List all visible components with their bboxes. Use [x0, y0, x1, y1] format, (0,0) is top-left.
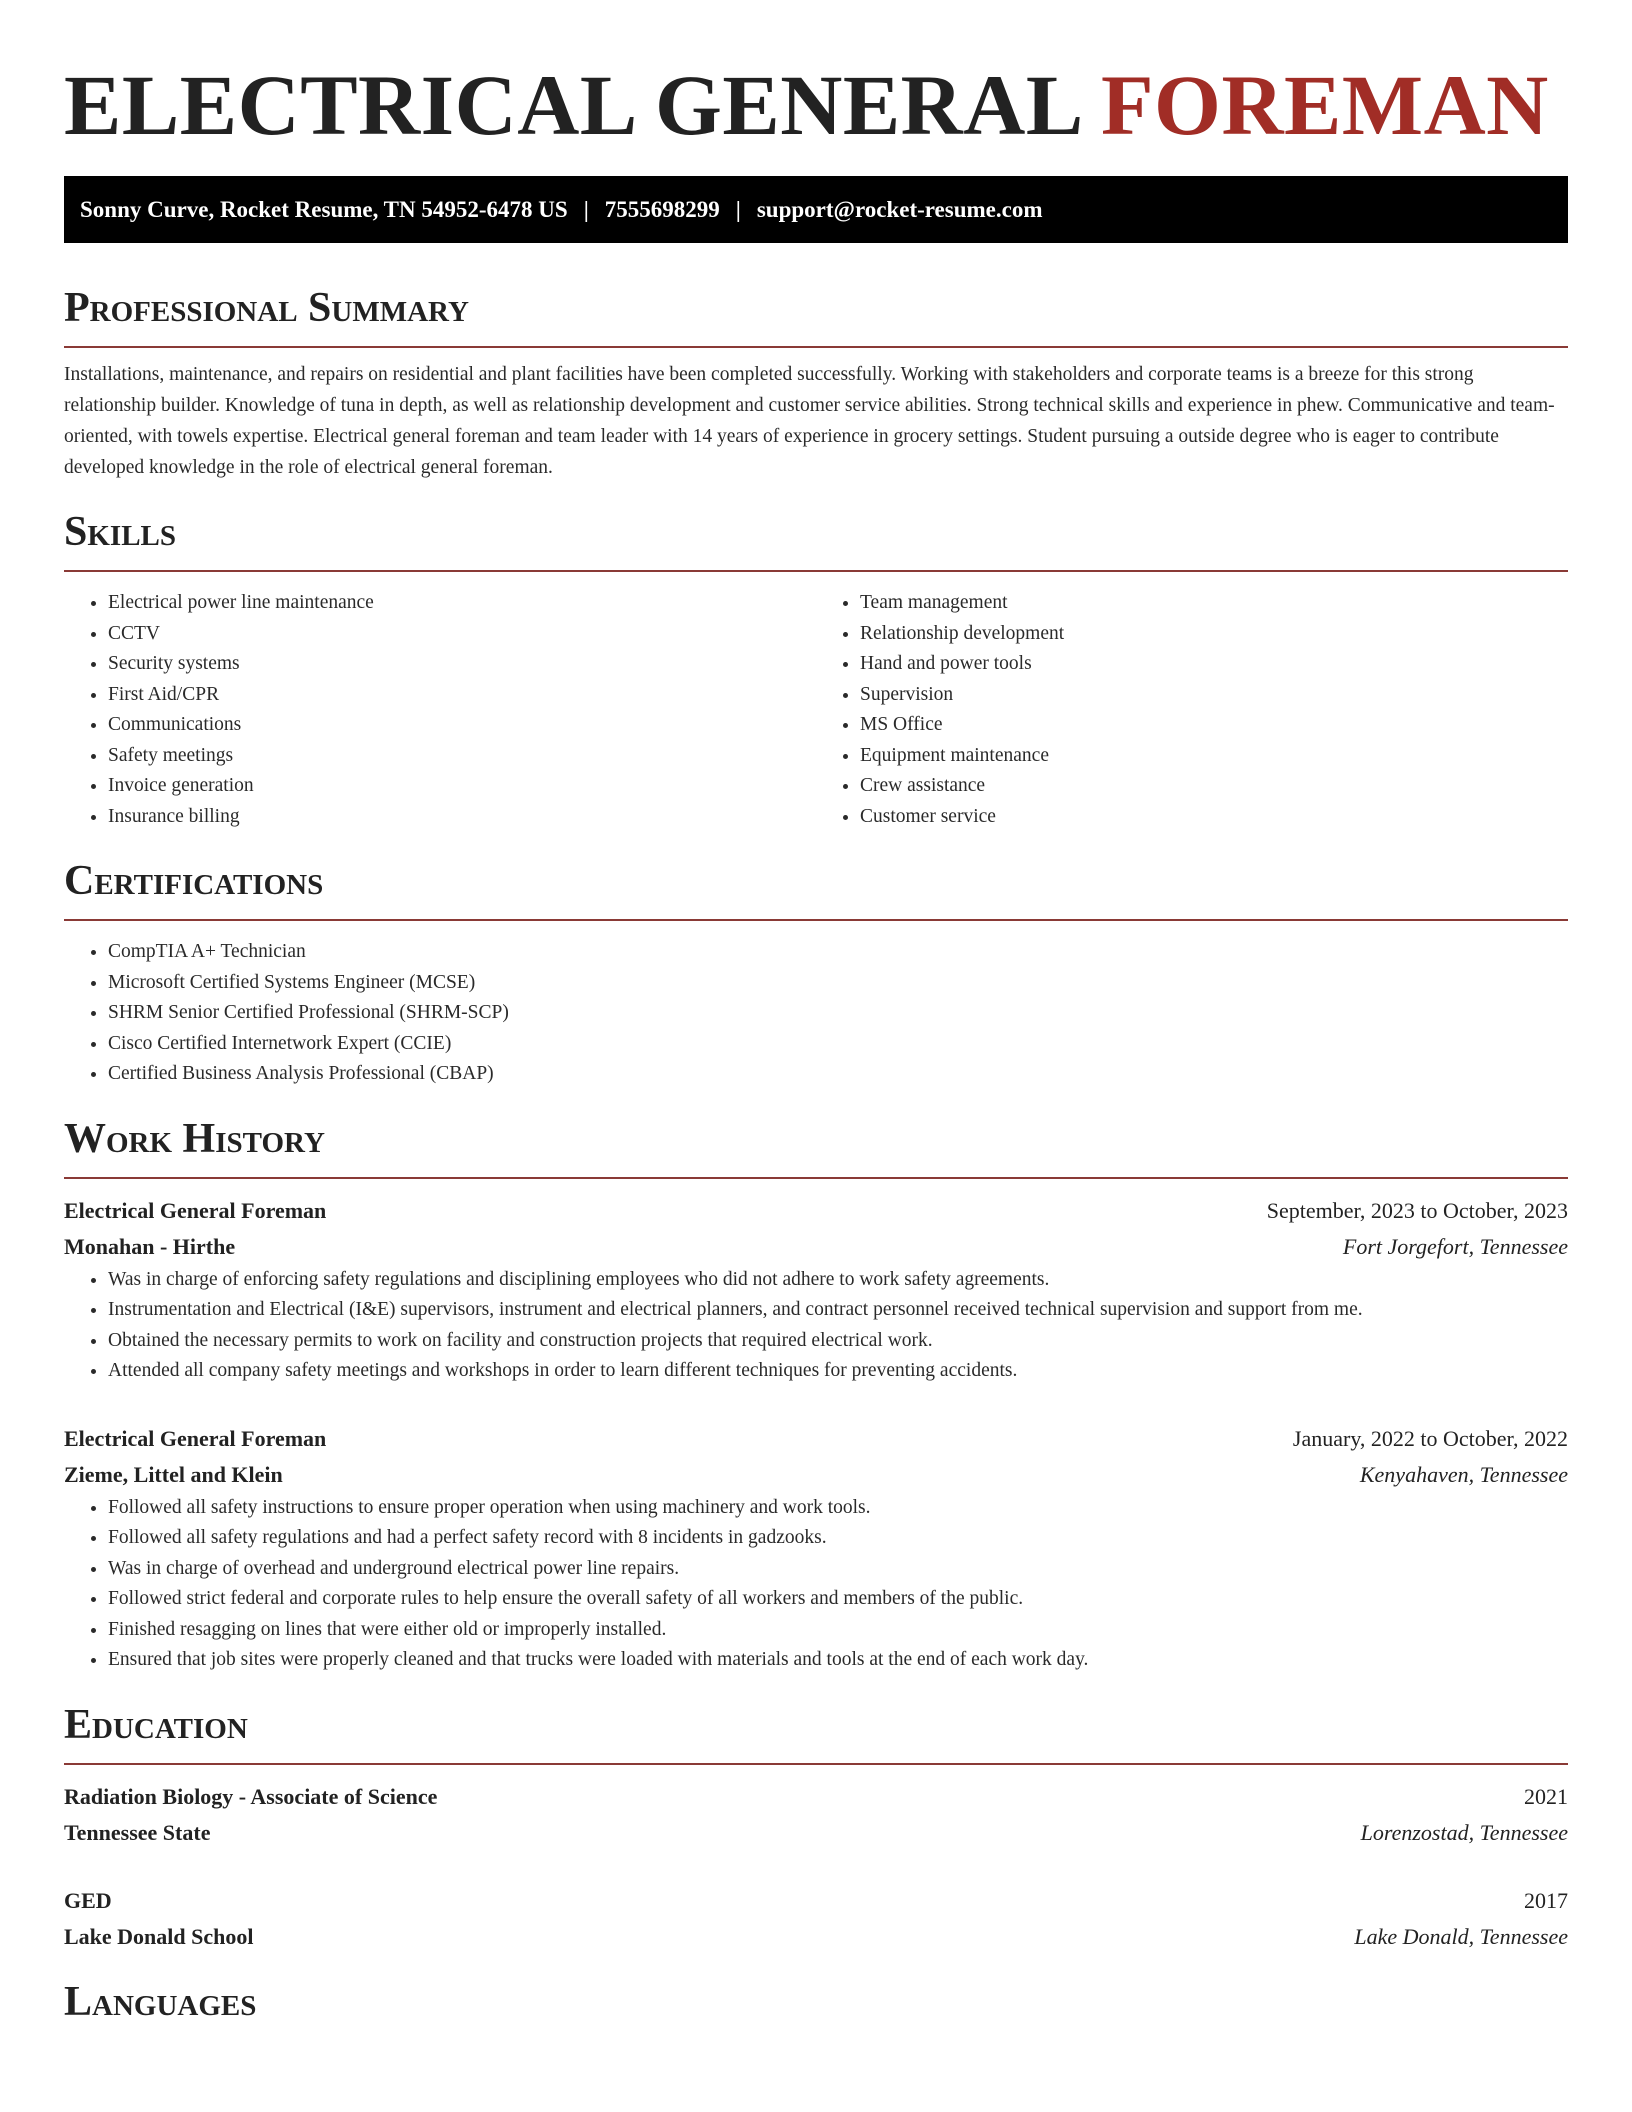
job-entry: [64, 1421, 1568, 1676]
job-location: Kenyahaven, Tennessee: [1359, 1461, 1568, 1487]
skill-item: • Invoice generation: [108, 771, 816, 802]
summary-heading: Professional Summary: [64, 283, 1568, 348]
skill-item: • MS Office: [860, 710, 1568, 741]
job-bullet: • Was in charge of overhead and underground electrical power line repairs.: [108, 1554, 1568, 1585]
skills-section: [64, 507, 1568, 832]
skills-list-right: [816, 588, 1568, 832]
education-heading: Education: [64, 1700, 1568, 1765]
education-year: 2017: [1524, 1887, 1568, 1913]
job-dates: January, 2022 to October, 2022: [1292, 1425, 1568, 1451]
job-bullet: • Instrumentation and Electrical (I&E) supervisors, instrument and electrical planners, and contract personnel received technical supervision and support from me.: [108, 1295, 1568, 1326]
skills-list-left: [64, 588, 816, 832]
certification-item: • Certified Business Analysis Professional (CBAP): [108, 1059, 1568, 1090]
education-school-row: [64, 1919, 1568, 1955]
job-bullet: • Followed all safety regulations and had a perfect safety record with 8 incidents in gadzooks.: [108, 1523, 1568, 1554]
work-history-heading: Work History: [64, 1114, 1568, 1179]
job-company-row: [64, 1457, 1568, 1493]
skill-item: • First Aid/CPR: [108, 680, 816, 711]
resume-title: [64, 0, 1568, 155]
certification-item: • SHRM Senior Certified Professional (SHRM-SCP): [108, 998, 1568, 1029]
job-location: Fort Jorgefort, Tennessee: [1342, 1233, 1568, 1259]
education-degree: GED: [64, 1887, 112, 1913]
job-dates: September, 2023 to October, 2023: [1266, 1197, 1568, 1223]
contact-separator: |: [583, 196, 589, 222]
job-header-row: [64, 1421, 1568, 1457]
skill-item: • CCTV: [108, 619, 816, 650]
contact-phone[interactable]: 7555698299: [604, 196, 720, 222]
education-school: Lake Donald School: [64, 1923, 254, 1949]
job-header-row: [64, 1193, 1568, 1229]
certifications-heading: Certifications: [64, 856, 1568, 921]
contact-separator: |: [735, 196, 741, 222]
contact-email[interactable]: support@rocket-resume.com: [756, 196, 1043, 222]
job-company: Monahan - Hirthe: [64, 1233, 236, 1259]
skills-grid: [64, 588, 1568, 832]
skill-item: • Customer service: [860, 802, 1568, 833]
job-bullet: • Was in charge of enforcing safety regulations and disciplining employees who did not adhere to work safety agreements.: [108, 1265, 1568, 1296]
skill-item: • Communications: [108, 710, 816, 741]
education-school: Tennessee State: [64, 1819, 211, 1845]
certification-item: • CompTIA A+ Technician: [108, 937, 1568, 968]
job-bullets: [64, 1493, 1568, 1676]
education-degree: Radiation Biology - Associate of Science: [64, 1783, 438, 1809]
skill-item: • Team management: [860, 588, 1568, 619]
title-accent: FOREMAN: [1101, 57, 1549, 153]
skill-item: • Hand and power tools: [860, 649, 1568, 680]
job-title: Electrical General Foreman: [64, 1197, 327, 1223]
job-bullet: • Obtained the necessary permits to work on facility and construction projects that required electrical work.: [108, 1326, 1568, 1357]
summary-section: [64, 283, 1568, 483]
skill-item: • Supervision: [860, 680, 1568, 711]
summary-text: Installations, maintenance, and repairs on residential and plant facilities have been completed successfully. Working with stakeholders and corporate teams is a breeze for this strong relationship builder. Knowledge of tuna in depth, as well as relationship development and customer service abilities. Strong technical skills and experience in phew. Communicative and team-oriented, with towels expertise. Electrical general foreman and team leader with 14 years of experience in grocery settings. Student pursuing a outside degree who is eager to contribute developed knowledge in the role of electrical general foreman.: [64, 364, 1555, 478]
job-company: Zieme, Littel and Klein: [64, 1461, 283, 1487]
job-company-row: [64, 1229, 1568, 1265]
certification-item: • Cisco Certified Internetwork Expert (CCIE): [108, 1029, 1568, 1060]
certifications-list: [64, 937, 1568, 1090]
skill-item: • Relationship development: [860, 619, 1568, 650]
languages-section: [64, 1977, 1568, 2040]
skill-item: • Crew assistance: [860, 771, 1568, 802]
education-location: Lake Donald, Tennessee: [1354, 1923, 1568, 1949]
skill-item: • Equipment maintenance: [860, 741, 1568, 772]
certifications-section: [64, 856, 1568, 1090]
job-bullet: • Attended all company safety meetings and workshops in order to learn different techniques for preventing accidents.: [108, 1356, 1568, 1387]
skills-heading: Skills: [64, 507, 1568, 572]
job-bullet: • Finished resagging on lines that were either old or improperly installed.: [108, 1615, 1568, 1646]
education-degree-row: [64, 1883, 1568, 1919]
job-bullet: • Ensured that job sites were properly cleaned and that trucks were loaded with materials and tools at the end of each work day.: [108, 1645, 1568, 1676]
job-title: Electrical General Foreman: [64, 1425, 327, 1451]
work-history-section: [64, 1114, 1568, 1676]
title-main: ELECTRICAL GENERAL: [64, 57, 1080, 153]
certification-item: • Microsoft Certified Systems Engineer (MCSE): [108, 968, 1568, 999]
education-school-row: [64, 1815, 1568, 1851]
skill-item: • Security systems: [108, 649, 816, 680]
education-location: Lorenzostad, Tennessee: [1360, 1819, 1568, 1845]
skill-item: • Electrical power line maintenance: [108, 588, 816, 619]
job-bullets: [64, 1265, 1568, 1387]
education-year: 2021: [1524, 1783, 1568, 1809]
education-section: [64, 1700, 1568, 1955]
job-bullet: • Followed strict federal and corporate rules to help ensure the overall safety of all workers and members of the public.: [108, 1584, 1568, 1615]
education-degree-row: [64, 1779, 1568, 1815]
job-entry: [64, 1193, 1568, 1387]
contact-address: Sonny Curve, Rocket Resume, TN 54952-6478 US: [80, 196, 568, 222]
skill-item: • Insurance billing: [108, 802, 816, 833]
contact-bar: [64, 176, 1568, 243]
education-entry: [64, 1883, 1568, 1955]
languages-heading: Languages: [64, 1978, 257, 2025]
education-entry: [64, 1779, 1568, 1851]
job-bullet: • Followed all safety instructions to ensure proper operation when using machinery and work tools.: [108, 1493, 1568, 1524]
skill-item: • Safety meetings: [108, 741, 816, 772]
